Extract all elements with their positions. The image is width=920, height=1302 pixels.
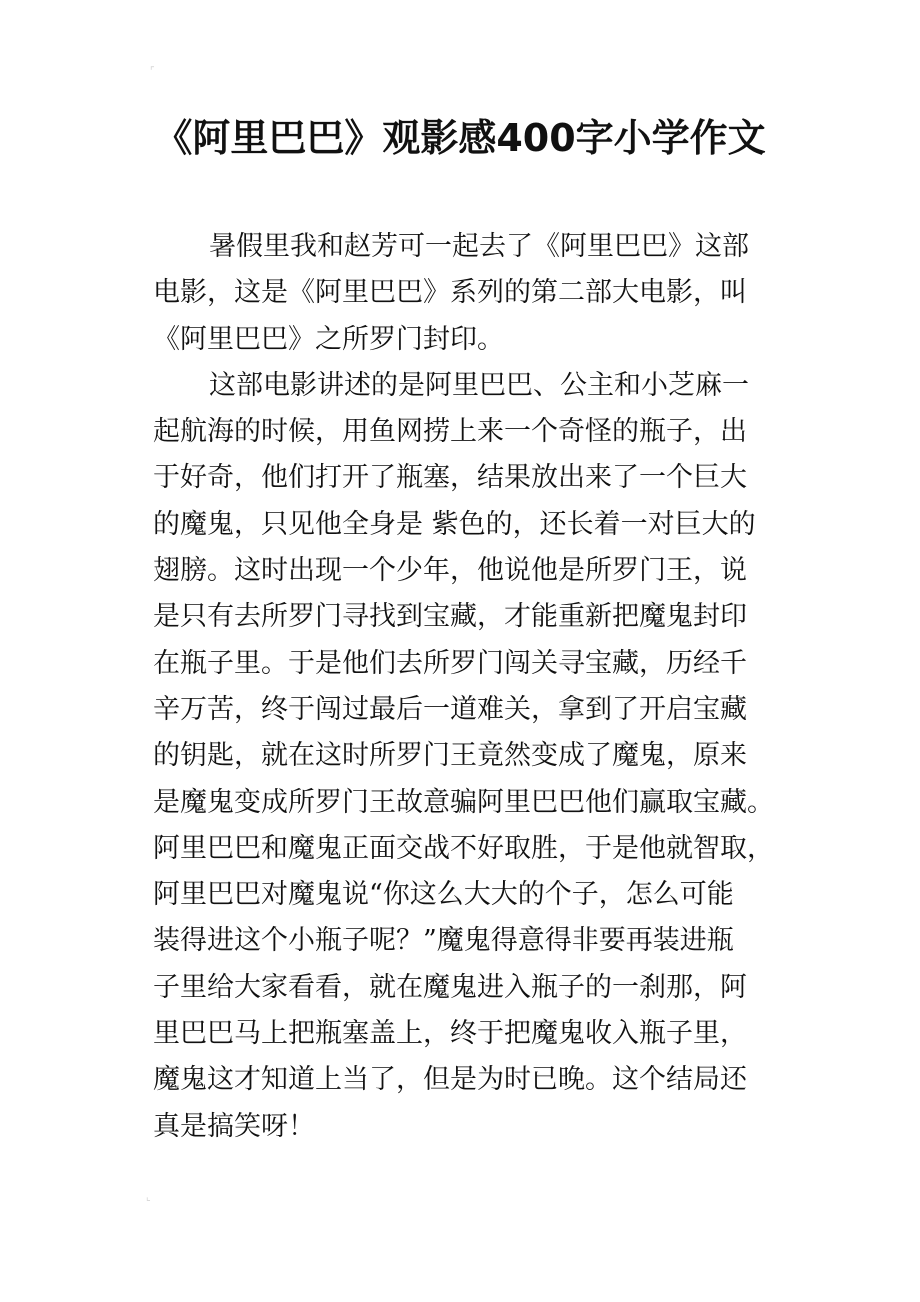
paragraph-1 bbox=[153, 224, 771, 363]
text-line: 的魔鬼，只见他全身是 紫色的，还长着一对巨大的 bbox=[153, 508, 756, 540]
corner-mark-top: ⌜ bbox=[150, 66, 155, 77]
text-line: 的钥匙，就在这时所罗门王竟然变成了魔鬼，原来 bbox=[153, 740, 747, 772]
text-line: 《阿里巴巴》之所罗门封印。 bbox=[153, 323, 504, 355]
text-line: 这部电影讲述的是阿里巴巴、公主和小芝麻一 bbox=[209, 369, 749, 401]
text-line: 是魔鬼变成所罗门王故意骗阿里巴巴他们赢取宝藏。 bbox=[153, 786, 774, 818]
text-line: 里巴巴马上把瓶塞盖上，终于把魔鬼收入瓶子里， bbox=[153, 1018, 747, 1050]
text-line: 子里给大家看看，就在魔鬼进入瓶子的一刹那，阿 bbox=[153, 971, 747, 1003]
text-line: 装得进这个小瓶子呢？”魔鬼得意得非要再装进瓶 bbox=[153, 925, 734, 957]
text-line: 于好奇，他们打开了瓶塞，结果放出来了一个巨大 bbox=[153, 462, 747, 494]
text-line: 真是搞笑呀！ bbox=[153, 1110, 315, 1142]
text-line: 阿里巴巴和魔鬼正面交战不好取胜，于是他就智取， bbox=[153, 832, 774, 864]
text-line: 魔鬼这才知道上当了，但是为时已晚。这个结局还 bbox=[153, 1064, 747, 1096]
text-line: 起航海的时候，用鱼网捞上来一个奇怪的瓶子，出 bbox=[153, 416, 747, 448]
paragraph-2 bbox=[153, 363, 774, 1150]
text-line: 阿里巴巴对魔鬼说“你这么大大的个子，怎么可能 bbox=[153, 879, 734, 911]
text-line: 辛万苦，终于闯过最后一道难关，拿到了开启宝藏 bbox=[153, 693, 747, 725]
corner-mark-bottom: ⌞ bbox=[146, 1192, 151, 1203]
text-line: 电影，这是《阿里巴巴》系列的第二部大电影，叫 bbox=[153, 277, 747, 309]
text-line: 翅膀。这时出现一个少年，他说他是所罗门王，说 bbox=[153, 555, 747, 587]
text-line: 暑假里我和赵芳可一起去了《阿里巴巴》这部 bbox=[209, 231, 749, 262]
text-line: 在瓶子里。于是他们去所罗门闯关寻宝藏，历经千 bbox=[153, 647, 747, 679]
text-line: 是只有去所罗门寻找到宝藏，才能重新把魔鬼封印 bbox=[153, 601, 747, 633]
document-body bbox=[153, 224, 774, 1150]
document-title: 《阿里巴巴》观影感400字小学作文 bbox=[154, 116, 766, 160]
